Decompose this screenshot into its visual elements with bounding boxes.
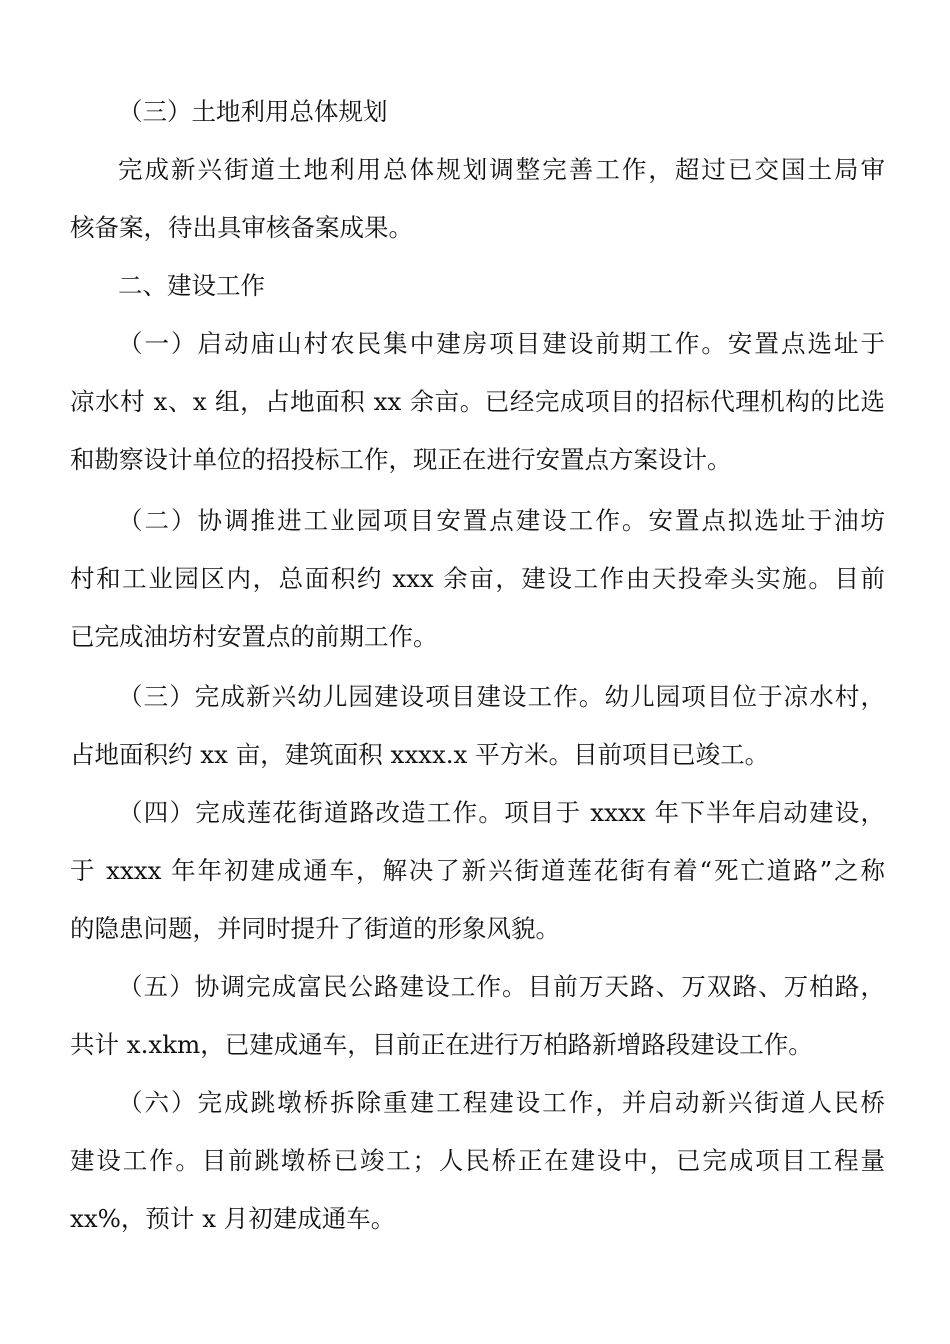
- paragraph-line: （一）启动庙山村农民集中建房项目建设前期工作。安置点选址于: [118, 329, 885, 358]
- paragraph-line: 和勘察设计单位的招投标工作，现正在进行安置点方案设计。: [70, 445, 732, 474]
- section-heading: [70, 257, 885, 315]
- paragraph: [70, 141, 885, 257]
- paragraph: [70, 492, 885, 666]
- paragraph-line: （二）协调推进工业园项目安置点建设工作。安置点拟选址于油坊: [118, 506, 885, 535]
- paragraph-line: （六）完成跳墩桥拆除重建工程建设工作，并启动新兴街道人民桥: [118, 1088, 885, 1117]
- heading-line: 二、建设工作: [118, 271, 265, 300]
- paragraph-line: （四）完成莲花街道路改造工作。项目于 xxxx 年下半年启动建设，: [118, 798, 885, 827]
- paragraph-line: 村和工业园区内，总面积约 xxx 余亩，建设工作由天投牵头实施。目前: [70, 564, 885, 593]
- paragraph: [70, 958, 885, 1074]
- paragraph-line: 已完成油坊村安置点的前期工作。: [70, 622, 438, 651]
- section-heading: [70, 83, 885, 141]
- paragraph-line: 核备案，待出具审核备案成果。: [70, 213, 413, 242]
- paragraph-line: （五）协调完成富民公路建设工作。目前万天路、万双路、万柏路，: [118, 972, 885, 1001]
- paragraph: [70, 784, 885, 958]
- paragraph-line: 占地面积约 xx 亩，建筑面积 xxxx.x 平方米。目前项目已竣工。: [70, 740, 770, 769]
- paragraph-line: 于 xxxx 年年初建成通车，解决了新兴街道莲花街有着“死亡道路”之称: [70, 856, 885, 885]
- paragraph-line: 建设工作。目前跳墩桥已竣工；人民桥正在建设中，已完成项目工程量: [70, 1146, 885, 1175]
- heading-line: （三）土地利用总体规划: [118, 97, 388, 126]
- paragraph-line: 凉水村 x、x 组，占地面积 xx 余亩。已经完成项目的招标代理机构的比选: [70, 387, 885, 416]
- paragraph: [70, 315, 885, 489]
- paragraph-line: 共计 x.xkm，已建成通车，目前正在进行万柏路新增路段建设工作。: [70, 1030, 813, 1059]
- paragraph-line: （三）完成新兴幼儿园建设项目建设工作。幼儿园项目位于凉水村，: [118, 682, 885, 711]
- paragraph-line: 完成新兴街道土地利用总体规划调整完善工作，超过已交国土局审: [118, 155, 885, 184]
- paragraph-line: 的隐患问题，并同时提升了街道的形象风貌。: [70, 914, 560, 943]
- paragraph: [70, 1074, 885, 1248]
- paragraph-line: xx%，预计 x 月初建成通车。: [70, 1204, 396, 1233]
- paragraph: [70, 668, 885, 784]
